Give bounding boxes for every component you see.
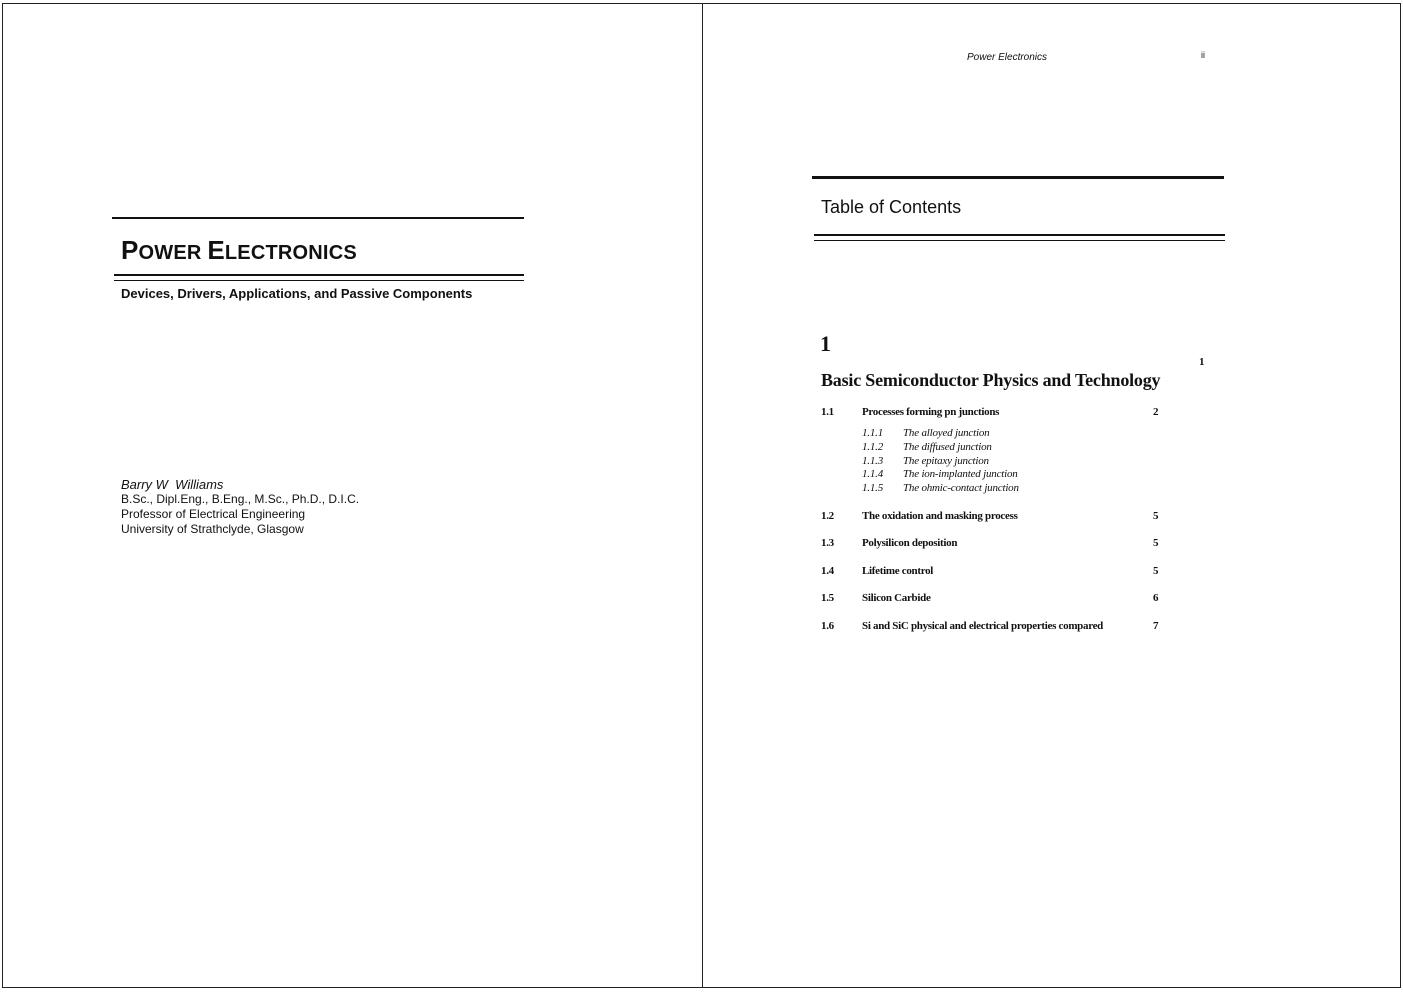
toc-section-1-1[interactable] [821,406,1201,420]
section-number: 1.6 [821,620,834,632]
section-number: 1.4 [821,565,834,577]
section-title: Silicon Carbide [862,592,931,604]
section-page: 5 [1153,537,1159,549]
title-initial-e: E [207,235,225,265]
section-title: Si and SiC physical and electrical properties compared [862,620,1103,632]
section-number: 1.1 [821,406,834,418]
section-page: 5 [1153,565,1159,577]
toc-section-1-2[interactable] [821,510,1201,524]
page-number: ii [1201,50,1205,60]
title-double-rule [114,274,524,281]
toc-page [702,3,1401,988]
subsection-title: The alloyed junction [903,427,990,439]
toc-section-1-4[interactable] [821,565,1201,579]
section-title: Processes forming pn junctions [862,406,1000,418]
section-page: 5 [1153,510,1159,522]
title-initial-p: P [121,235,139,265]
toc-double-rule [814,234,1225,241]
author-position: Professor of Electrical Engineering [121,507,306,521]
subsection-number: 1.1.3 [862,455,884,467]
toc-section-1-5[interactable] [821,592,1201,606]
author-block [121,477,359,537]
subsection-title: The ion-implanted junction [903,468,1018,480]
section-page: 6 [1153,592,1159,604]
book-title [121,235,357,266]
toc-top-rule [812,176,1224,179]
title-word-electronics: LECTRONICS [224,242,357,264]
chapter-number: 1 [820,331,831,356]
section-title: Lifetime control [862,565,934,577]
subsection-title: The ohmic-contact junction [903,482,1019,494]
running-head: Power Electronics [967,52,1048,63]
section-number: 1.5 [821,592,834,604]
book-subtitle: Devices, Drivers, Applications, and Passive Components [121,286,473,301]
subsection-number: 1.1.4 [862,468,884,480]
title-top-rule [112,217,524,219]
author-institution: University of Strathclyde, Glasgow [121,522,304,536]
chapter-page: 1 [1199,356,1205,368]
subsection-number: 1.1.2 [862,441,884,453]
subsection-number: 1.1.5 [862,482,884,494]
toc-section-1-6[interactable] [821,620,1201,634]
author-degrees: B.Sc., Dipl.Eng., B.Eng., M.Sc., Ph.D., D.I.C. [121,492,360,506]
toc-heading: Table of Contents [821,197,962,217]
title-page [2,3,703,988]
subsection-title: The epitaxy junction [903,455,989,467]
section-number: 1.2 [821,510,834,522]
subsection-title: The diffused junction [903,441,992,453]
toc-section-1-3[interactable] [821,537,1201,551]
author-name: Barry W Williams [121,477,224,492]
section-page: 7 [1153,620,1159,632]
section-title: Polysilicon deposition [862,537,958,549]
section-page: 2 [1153,406,1159,418]
chapter-title[interactable]: Basic Semiconductor Physics and Technology [821,370,1161,390]
section-number: 1.3 [821,537,834,549]
subsection-number: 1.1.1 [862,427,884,439]
section-title: The oxidation and masking process [862,510,1018,522]
title-word-power: OWER [138,242,208,264]
